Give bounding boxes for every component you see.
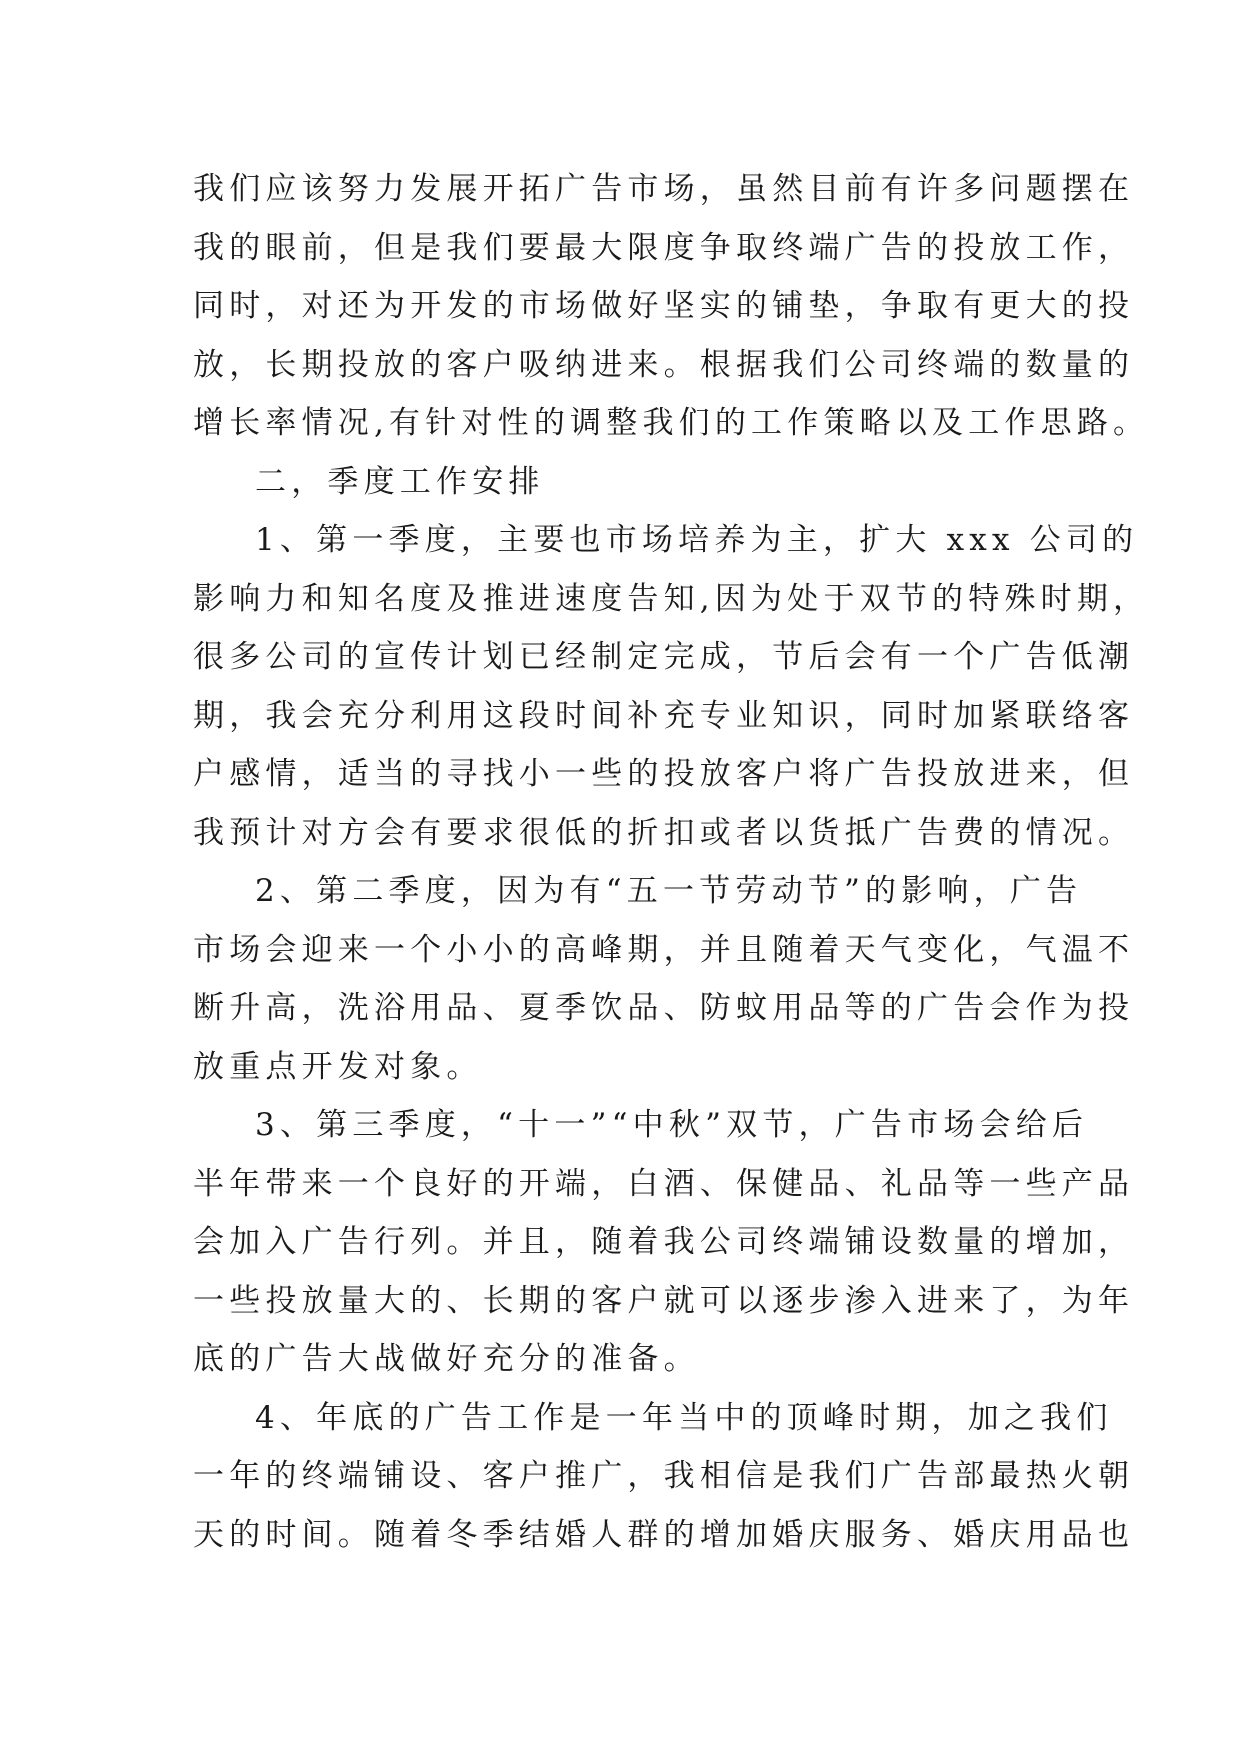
text-line: 增长率情况,有针对性的调整我们的工作策略以及工作思路。 [193,405,1150,441]
text-line: 天的时间。随着冬季结婚人群的增加婚庆服务、婚庆用品也 [193,1516,1135,1553]
text-line: 4、年底的广告工作是一年当中的顶峰时期，加之我们 [255,1399,1113,1436]
text-line: 一些投放量大的、长期的客户就可以逐步渗入进来了，为年 [193,1282,1135,1319]
text-line: 二，季度工作安排 [255,463,545,500]
text-line: 市场会迎来一个小小的高峰期，并且随着天气变化，气温不 [193,931,1135,968]
text-line: 放重点开发对象。 [193,1048,483,1085]
text-line: 3、第三季度，“十一”“中秋”双节，广告市场会给后 [255,1107,1089,1143]
text-line: 一年的终端铺设、客户推广，我相信是我们广告部最热火朝 [193,1458,1135,1494]
document-body [193,160,1150,1564]
text-line: 会加入广告行列。并且，随着我公司终端铺设数量的增加， [193,1224,1135,1260]
text-line: 我的眼前，但是我们要最大限度争取终端广告的投放工作， [193,229,1135,266]
text-line: 底的广告大战做好充分的准备。 [193,1341,700,1377]
text-line: 我预计对方会有要求很低的折扣或者以货抵广告费的情况。 [193,814,1135,851]
text-line: 很多公司的宣传计划已经制定完成，节后会有一个广告低潮 [193,639,1135,675]
text-line: 放，长期投放的客户吸纳进来。根据我们公司终端的数量的 [193,346,1135,383]
text-line: 半年带来一个良好的开端，白酒、保健品、礼品等一些产品 [193,1165,1135,1202]
text-line: 户感情，适当的寻找小一些的投放客户将广告投放进来，但 [193,756,1135,792]
text-line: 2、第二季度，因为有“五一节劳动节”的影响，广告 [255,873,1083,909]
text-line: 断升高，洗浴用品、夏季饮品、防蚊用品等的广告会作为投 [193,990,1135,1026]
text-line: 影响力和知名度及推进速度告知,因为处于双节的特殊时期， [193,580,1150,617]
text-line: 1、第一季度，主要也市场培养为主，扩大 xxx 公司的 [255,522,1139,558]
text-line: 期，我会充分利用这段时间补充专业知识，同时加紧联络客 [193,697,1135,734]
text-line: 同时，对还为开发的市场做好坚实的铺垫，争取有更大的投 [193,288,1135,324]
text-line: 我们应该努力发展开拓广告市场，虽然目前有许多问题摆在 [193,171,1135,207]
